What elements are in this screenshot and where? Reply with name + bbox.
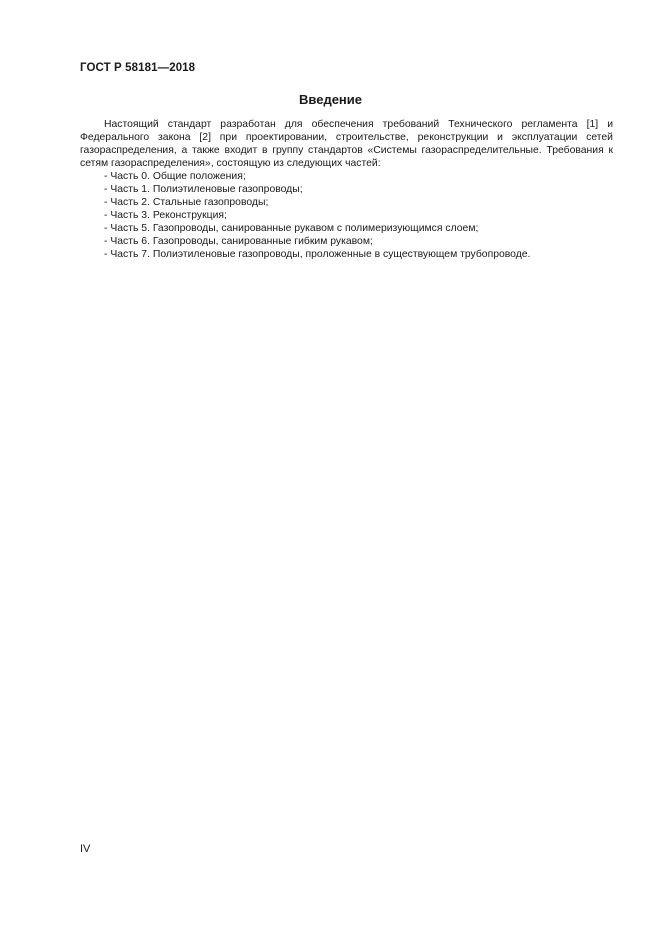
list-item: - Часть 7. Полиэтиленовые газопроводы, проложенные в существующем трубопроводе. [104, 249, 531, 260]
parts-list [80, 170, 613, 261]
list-item: - Часть 3. Реконструкция; [104, 210, 227, 221]
list-item: - Часть 2. Стальные газопроводы; [104, 197, 269, 208]
introduction-body [80, 118, 613, 261]
section-title: Введение [299, 92, 362, 107]
intro-paragraph: Настоящий стандарт разработан для обеспечения требований Технического регламента [1] и Федерального закона [2] при проектировании, строительстве, реконструкции и эксплуатации сетей газораспределения, а также входит в группу стандартов «Системы газораспределительные. Требования к сетям газораспределения», состоящую из следующих частей: [80, 119, 613, 169]
list-item: - Часть 6. Газопроводы, санированные гибким рукавом; [104, 236, 373, 247]
list-item: - Часть 1. Полиэтиленовые газопроводы; [104, 184, 303, 195]
document-id-header: ГОСТ Р 58181—2018 [80, 62, 196, 74]
list-item: - Часть 0. Общие положения; [104, 171, 246, 182]
page-number: IV [80, 843, 91, 855]
list-item: - Часть 5. Газопроводы, санированные рукавом с полимеризующимся слоем; [104, 223, 479, 234]
